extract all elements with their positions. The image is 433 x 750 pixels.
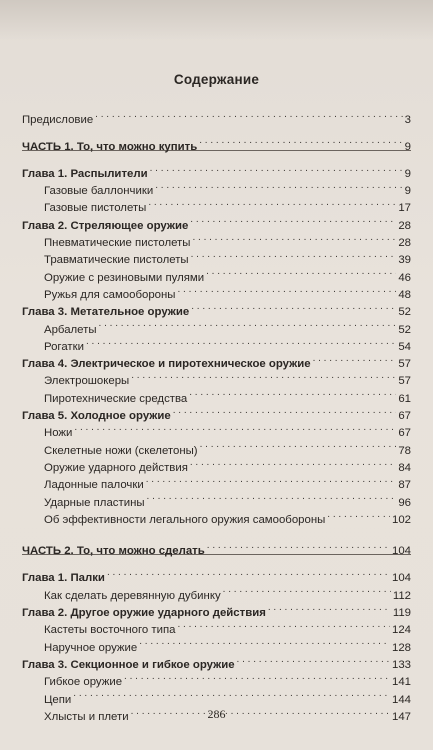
- leader-dots: [189, 384, 396, 401]
- toc-entry-label: Предисловие: [22, 114, 94, 127]
- toc-entry-label: Арбалеты: [44, 323, 97, 336]
- toc-entry-preface[interactable]: [22, 106, 411, 127]
- toc-entry-page: 67: [398, 427, 411, 440]
- leader-dots: [99, 315, 397, 332]
- page-number: 286: [207, 707, 226, 721]
- toc-entry-page: 144: [391, 693, 411, 706]
- leader-dots: [177, 616, 390, 633]
- toc-entry-page: 61: [398, 392, 411, 405]
- toc-entry-label: Оружие с резиновыми пулями: [44, 271, 205, 284]
- leader-dots: [155, 177, 402, 194]
- toc-entry-page: 9: [404, 167, 411, 180]
- toc-entry-label: Как сделать деревянную дубинку: [44, 589, 221, 602]
- toc-entry-label: Глава 1. Распылители: [22, 167, 148, 180]
- toc-entry-label: Газовые баллончики: [44, 185, 154, 198]
- toc-entry-part[interactable]: [22, 537, 411, 558]
- leader-dots: [190, 454, 396, 471]
- leader-dots: [207, 537, 390, 554]
- part-heading-1: [22, 132, 411, 153]
- toc-entry-page: 96: [398, 496, 411, 509]
- toc-entry-page: 67: [398, 410, 411, 423]
- toc-entry-part[interactable]: [22, 132, 411, 153]
- toc-entry-page: 48: [398, 288, 411, 301]
- toc-entry-label: Ножи: [44, 427, 73, 440]
- leader-dots: [313, 350, 397, 367]
- toc-entry-page: 133: [391, 658, 411, 671]
- leader-dots: [124, 668, 390, 685]
- part-heading-2: [22, 537, 411, 558]
- toc-entry-section[interactable]: [22, 685, 411, 706]
- leader-dots: [173, 402, 397, 419]
- toc-entry-page: 46: [398, 271, 411, 284]
- leader-dots: [177, 281, 396, 298]
- toc-entry-label: Хлысты и плети: [44, 710, 129, 723]
- toc-entry-section[interactable]: [22, 436, 411, 457]
- toc-entry-page: 102: [391, 513, 411, 526]
- toc-entry-page: 119: [392, 607, 411, 620]
- leader-dots: [191, 298, 396, 315]
- toc-entry-label: Глава 2. Другое оружие ударного действия: [22, 607, 266, 620]
- toc-entry-page: 52: [398, 323, 411, 336]
- toc-entry-label: Газовые пистолеты: [44, 202, 147, 215]
- toc-entry-label: Глава 4. Электрическое и пиротехническое оружие: [22, 358, 311, 371]
- toc-entry-label: Об эффективности легального оружия самообороны: [44, 513, 326, 526]
- toc-entry-page: 84: [398, 461, 411, 474]
- toc-entry-label: Глава 3. Метательное оружие: [22, 306, 190, 319]
- table-of-contents: [22, 106, 411, 723]
- toc-entry-label: Ружья для самообороны: [44, 288, 176, 301]
- toc-entry-page: 9: [404, 185, 411, 198]
- toc-entry-label: ЧАСТЬ 1. То, что можно купить: [22, 140, 198, 153]
- toc-entry-page: 147: [391, 710, 411, 723]
- toc-entry-label: Цепи: [44, 693, 72, 706]
- toc-entry-page: 104: [391, 572, 411, 585]
- toc-entry-page: 52: [398, 306, 411, 319]
- toc-entry-label: Электрошокеры: [44, 375, 130, 388]
- leader-dots: [268, 599, 391, 616]
- toc-entry-page: 54: [398, 340, 411, 353]
- toc-entry-page: 3: [404, 114, 411, 127]
- leader-dots: [206, 263, 396, 280]
- toc-entry-page: 28: [398, 219, 411, 232]
- leader-dots: [327, 506, 390, 523]
- toc-entry-label: Оружие ударного действия: [44, 461, 188, 474]
- toc-entry-label: Гибкое оружие: [44, 676, 123, 689]
- toc-entry-label: Травматические пистолеты: [44, 254, 189, 267]
- toc-entry-page: 57: [398, 375, 411, 388]
- toc-entry-label: Рогатки: [44, 340, 84, 353]
- toc-entry-label: Ладонные палочки: [44, 479, 144, 492]
- toc-entry-page: 78: [398, 444, 411, 457]
- toc-entry-page: 87: [398, 479, 411, 492]
- leader-dots: [199, 132, 402, 149]
- toc-entry-chapter[interactable]: [22, 160, 411, 180]
- leader-dots: [237, 651, 390, 668]
- toc-entry-label: Ударные пластины: [44, 496, 145, 509]
- toc-entry-label: Пиротехнические средства: [44, 392, 188, 405]
- toc-entry-label: Наручное оружие: [44, 641, 138, 654]
- leader-dots: [147, 488, 397, 505]
- toc-entry-label: Кастеты восточного типа: [44, 624, 176, 637]
- leader-dots: [73, 685, 390, 702]
- leader-dots: [107, 564, 390, 581]
- toc-entry-page: 112: [392, 589, 411, 602]
- toc-entry-page: 39: [398, 254, 411, 267]
- page-shadow: [0, 0, 433, 40]
- toc-entry-page: 17: [398, 202, 411, 215]
- leader-dots: [95, 106, 402, 123]
- toc-entry-page: 124: [391, 624, 411, 637]
- toc-entry-page: 28: [398, 237, 411, 250]
- toc-title: Содержание: [173, 72, 260, 87]
- toc-entry-label: ЧАСТЬ 2. То, что можно сделать: [22, 545, 205, 558]
- toc-entry-label: Глава 3. Секционное и гибкое оружие: [22, 658, 235, 671]
- toc-entry-page: 104: [391, 545, 411, 558]
- toc-entry-label: Глава 1. Палки: [22, 572, 105, 585]
- toc-entry-label: Глава 2. Стреляющее оружие: [22, 219, 189, 232]
- toc-entry-label: Пневматические пистолеты: [44, 237, 191, 250]
- leader-dots: [148, 194, 396, 211]
- leader-dots: [190, 211, 396, 228]
- leader-dots: [86, 333, 396, 350]
- toc-entry-page: 141: [391, 676, 411, 689]
- leader-dots: [74, 419, 396, 436]
- leader-dots: [223, 581, 391, 598]
- leader-dots: [192, 229, 396, 246]
- toc-entry-label: Глава 5. Холодное оружие: [22, 410, 171, 423]
- toc-entry-chapter[interactable]: [22, 564, 411, 585]
- toc-entry-page: 9: [404, 140, 411, 153]
- toc-entry-section[interactable]: [22, 419, 411, 440]
- toc-entry-label: Скелетные ножи (скелетоны): [44, 444, 198, 457]
- leader-dots: [200, 436, 397, 453]
- leader-dots: [146, 471, 397, 488]
- toc-entry-page: 57: [398, 358, 411, 371]
- leader-dots: [150, 160, 403, 177]
- leader-dots: [131, 367, 396, 384]
- leader-dots: [191, 246, 397, 263]
- toc-entry-page: 128: [391, 641, 411, 654]
- leader-dots: [139, 633, 390, 650]
